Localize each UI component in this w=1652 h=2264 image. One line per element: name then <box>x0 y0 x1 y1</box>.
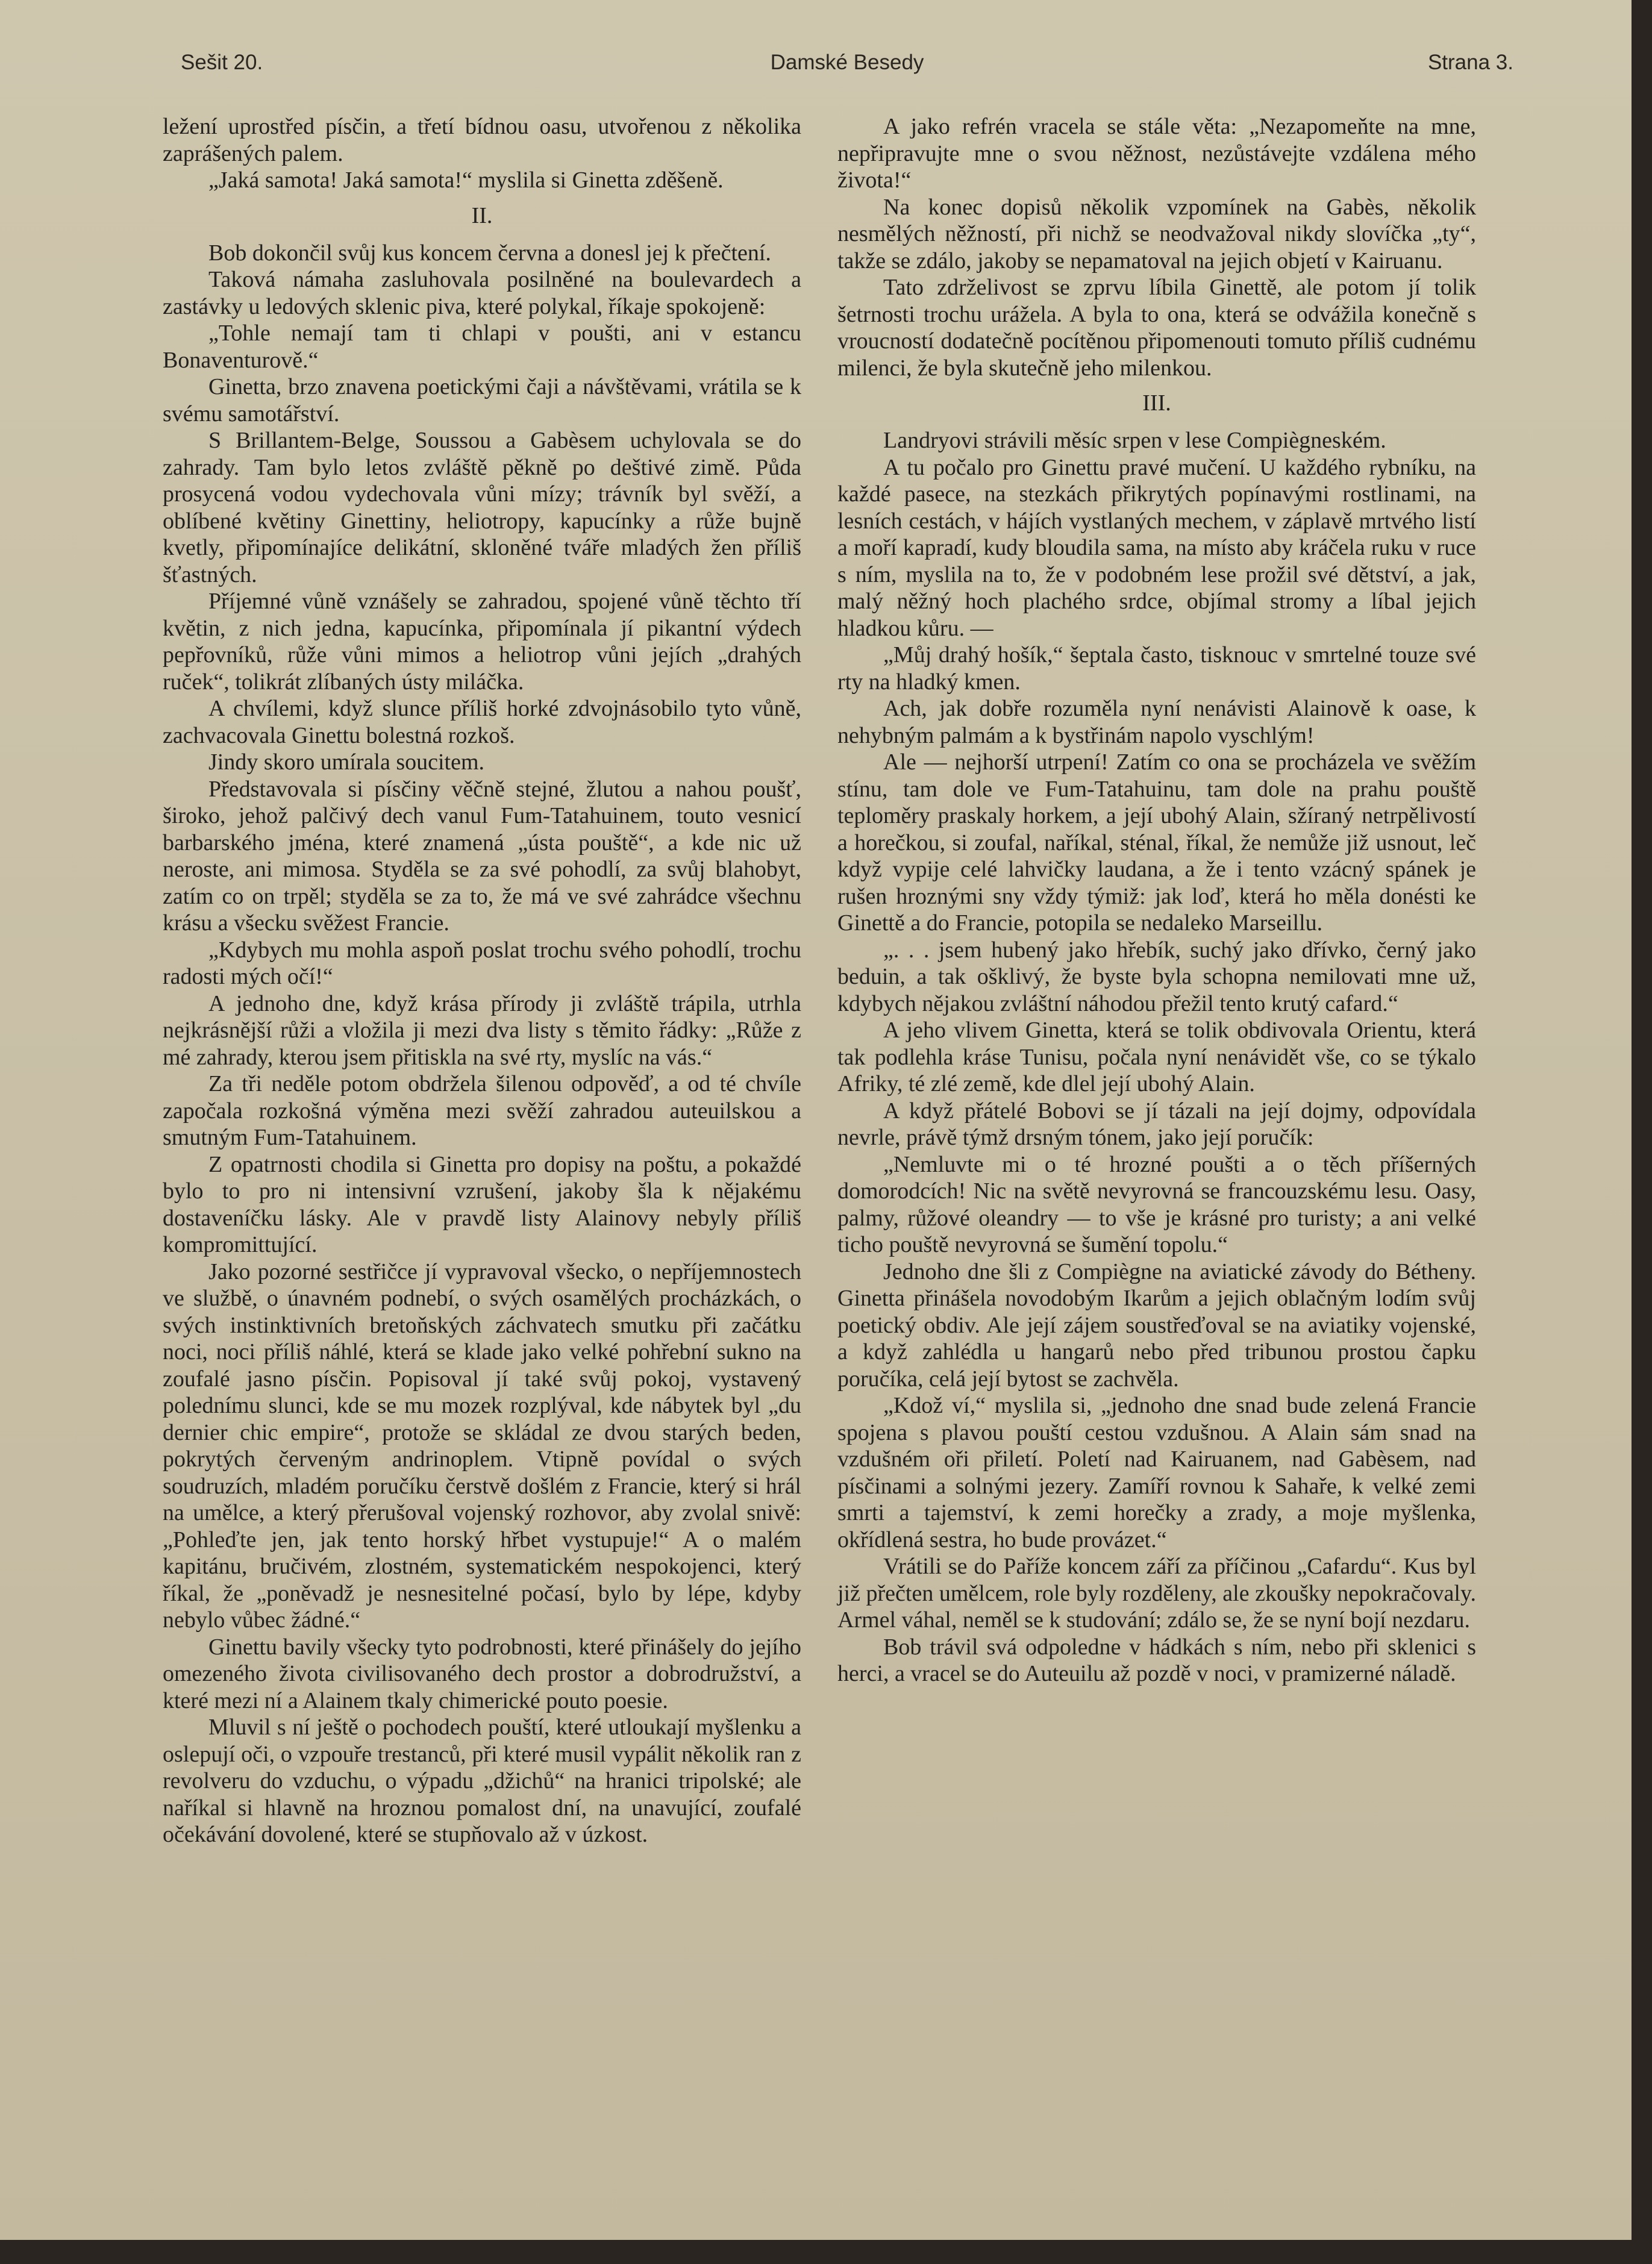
paragraph: A tu počalo pro Ginettu pravé mučení. U každého rybníku, na každé pasece, na stezkách přikrytých popínavými rostlinami, na lesních cestách, v hájích vystlaných mechem, v záplavě mrtvého listí a moří kapradí, kudy bloudila sama, na místo aby kráčela ruku v ruce s ním, myslila na to, že v podobném lese prožil své dětství, a jak, malý něžný hoch plachého srdce, objímal stromy a líbal jejich hladkou kůru. — <box>837 454 1476 641</box>
paragraph: ležení uprostřed písčin, a třetí bídnou oasu, utvořenou z několika zaprášených palem. <box>163 114 801 166</box>
issue-number: Sešit 20. <box>181 51 263 74</box>
paragraph: A jednoho dne, když krása přírody ji zvláště trápila, utrhla nejkrásnější růži a vložila ji mezi dva listy s těmito řádky: „Růže z mé zahrady, kterou jsem přitiskla na své rty, myslíc na vás.“ <box>163 990 801 1070</box>
paragraph: Jako pozorné sestřičce jí vypravoval všecko, o nepříjemnostech ve službě, o únavném podnebí, o svých osamělých procházkách, o svých instinktivních bretoňských záchvatech smutku při začátku noci, noci příliš náhlé, která se klade jako velké pohřební sukno na zoufalé jasno písčin. Popisoval jí také svůj pokoj, vystavený polednímu slunci, kde se mu mozek rozplýval, kde nábytek byl „du dernier chic empire“, protože se skládal ze dvou starých beden, pokrytých červeným andrinoplem. Vtipně povídal o svých soudruzích, mladém poručíku čerstvě došlém z Francie, který si hrál na umělce, a který přerušoval vojenský rozhovor, aby zvolal snivě: „Pohleďte jen, jak tento horský hřbet vystupuje!“ A o malém kapitánu, bručivém, zlostném, systematickém nespokojenci, který říkal, že „poněvadž je nesnesitelné počasí, bylo by lépe, kdyby nebylo vůbec žádné.“ <box>163 1259 801 1633</box>
paragraph: „Tohle nemají tam ti chlapi v poušti, ani v estancu Bonaventurově.“ <box>163 321 801 373</box>
paragraph: „Kdybych mu mohla aspoň poslat trochu svého pohodlí, trochu radosti mých očí!“ <box>163 937 801 989</box>
paragraph: A když přátelé Bobovi se jí tázali na její dojmy, odpovídala nevrle, právě týmž drsným tónem, jako její poručík: <box>837 1098 1476 1150</box>
paragraph: Příjemné vůně vznášely se zahradou, spojené vůně těchto tří květin, z nich jedna, kapucínka, připomínala jí pikantní výdech pepřovníků, růže vůni mimos a heliotrop vůni jejích „drahých ruček“, tolikrát zlíbaných ústy miláčka. <box>163 589 801 695</box>
paragraph: „Jaká samota! Jaká samota!“ myslila si Ginetta zděšeně. <box>208 167 724 193</box>
paragraph: Taková námaha zasluhovala posilněné na boulevardech a zastávky u ledových sklenic piva, které polykal, říkaje spokojeně: <box>163 267 801 319</box>
right-column <box>837 113 1476 1687</box>
paragraph: Jednoho dne šli z Compiègne na aviatické závody do Bétheny. Ginetta přinášela novodobým Ikarům a jejich oblačným lodím svůj poetický obdiv. Ale její zájem soustřeďoval se na aviatiky vojenské, a když zahlédla u hangarů nebo před tribunou prostou čapku poručíka, celá její bytost se zachvěla. <box>837 1259 1476 1392</box>
page-number: Strana 3. <box>1427 51 1513 74</box>
paragraph: Ale — nejhorší utrpení! Zatím co ona se procházela ve svěžím stínu, tam dole ve Fum-Tatahuinu, tam dole na prahu pouště teploměry praskaly horkem, a její ubohý Alain, sžíraný netrpělivostí a horečkou, si zoufal, naříkal, sténal, říkal, že nemůže již usnout, leč když vypije celé lahvičky laudana, a že i tento vzácný spánek je rušen hroznými sny vždy týmiž: jak loď, která ho měla donésti ke Ginettě a do Francie, potopila se nedaleko Marseillu. <box>837 749 1476 936</box>
magazine-title: Damské Besedy <box>770 51 924 74</box>
running-header <box>181 51 1513 81</box>
paragraph: Z opatrnosti chodila si Ginetta pro dopisy na poštu, a pokaždé bylo to pro ni intensivní vzrušení, jakoby šla k nějakému dostaveníčku lásky. Ale v pravdě listy Alainovy nebyly příliš kompromittující. <box>163 1151 801 1257</box>
paragraph: Ginetta, brzo znavena poetickými čaji a návštěvami, vrátila se k svému samotářství. <box>163 374 801 427</box>
paragraph: A jeho vlivem Ginetta, která se tolik obdivovala Orientu, která tak podlehla kráse Tunisu, počala nyní nenávidět vše, co se týkalo Afriky, té zlé země, kde dlel její ubohý Alain. <box>837 1018 1476 1096</box>
paragraph: Bob dokončil svůj kus koncem června a donesl jej k přečtení. <box>208 240 771 266</box>
paragraph: S Brillantem-Belge, Soussou a Gabèsem uchylovala se do zahrady. Tam bylo letos zvláště pěkně po deštivé zimě. Půda prosycená vodou vydechovala vůni mízy; trávník byl svěží, a oblíbené květiny Ginettiny, heliotropy, kapucínky a růže bujně kvetly, připomínajíce delikátní, skloněné tváře mladých žen příliš šťastných. <box>163 428 801 587</box>
left-column <box>163 113 801 1848</box>
paragraph: „. . . jsem hubený jako hřebík, suchý jako dřívko, černý jako beduin, a tak ošklivý, že byste byla schopna nemilovati mne už, kdybych nějakou zvláštní náhodou přežil tento krutý cafard.“ <box>837 937 1476 1016</box>
paragraph: Ginettu bavily všecky tyto podrobnosti, které přinášely do jejího omezeného života civilisovaného dech prostor a dobrodružství, a které mezi ní a Alainem tkaly chimerické pouto poesie. <box>163 1634 801 1713</box>
paragraph: A chvílemi, když slunce příliš horké zdvojnásobilo tyto vůně, zachvacovala Ginettu bolestná rozkoš. <box>163 696 801 748</box>
paragraph: A jako refrén vracela se stále věta: „Nezapomeňte na mne, nepřipravujte mne o svou něžnost, nezůstávejte vzdálena mého života!“ <box>837 114 1476 193</box>
scan-edge-right <box>1632 0 1652 2264</box>
section-heading: III. <box>1142 390 1171 416</box>
paragraph: Mluvil s ní ještě o pochodech pouští, které utloukají myšlenku a oslepují oči, o vzpouře trestanců, při které musil vypálit několik ran z revolveru do vzduchu, o výpadu „džichů“ na hranici tripolské; ale naříkal si hlavně na hroznou pomalost dní, na unavující, zoufalé očekávání dovolené, které se stupňovalo až v úzkost. <box>163 1715 801 1847</box>
paragraph: Jindy skoro umírala soucitem. <box>208 749 485 775</box>
paragraph: Landryovi strávili měsíc srpen v lese Compiègneském. <box>883 428 1386 453</box>
paragraph: „Kdož ví,“ myslila si, „jednoho dne snad bude zelená Francie spojena s plavou pouští cestou vzdušnou. A Alain sám snad na vzdušném oři přiletí. Poletí nad Kairuanem, nad Gabèsem, nad písčinami a solnými jezery. Zamíří rovnou k Sahaře, k velké zemi smrti a tajemství, k zemi horečky a zrady, a moje myšlenka, okřídlená sestra, ho bude provázet.“ <box>837 1393 1476 1553</box>
paragraph: Za tři neděle potom obdržela šilenou odpověď, a od té chvíle započala rozkošná výměna mezi svěží zahradou auteuilskou a smutným Fum-Tatahuinem. <box>163 1071 801 1150</box>
paragraph: Na konec dopisů několik vzpomínek na Gabès, několik nesmělých něžností, při nichž se neodvažoval nikdy slovíčka „ty“, takže se zdálo, jakoby se nepamatoval na jejich objetí v Kairuanu. <box>837 194 1476 274</box>
paragraph: Tato zdrželivost se zprvu líbila Ginettě, ale potom jí tolik šetrnosti trochu urážela. A byla to ona, která se odvážila konečně s vroucností dodatečně pocítěnou připomenouti tomuto příliš cudnému milenci, že byla skutečně jeho milenkou. <box>837 275 1476 381</box>
paragraph: Vrátili se do Paříže koncem září za příčinou „Cafardu“. Kus byl již přečten umělcem, role byly rozděleny, ale zkoušky nepokračovaly. Armel váhal, neměl se k studování; zdálo se, že se nyní bojí nezdaru. <box>837 1554 1476 1633</box>
paragraph: „Můj drahý hošík,“ šeptala často, tisknouc v smrtelné touze své rty na hladký kmen. <box>837 642 1476 695</box>
paragraph: „Nemluvte mi o té hrozné poušti a o těch příšerných domorodcích! Nic na světě nevyrovná se francouzskému lesu. Oasy, palmy, růžové oleandry — to vše je krásné pro turisty; a ani velké ticho pouště nevyrovná se šumění topolu.“ <box>837 1151 1476 1257</box>
scan-edge-bottom <box>0 2240 1652 2264</box>
paragraph: Představovala si písčiny věčně stejné, žlutou a nahou poušť, široko, jehož palčivý dech vanul Fum-Tatahuinem, touto vesnicí barbarského jména, které znamená „ústa pouště“, a kde nic už neroste, ani mimosa. Styděla se za své pohodlí, za svůj blahobyt, zatím co on trpěl; styděla se za to, že má ve své zahrádce všechnu krásu a všecku svěžest Francie. <box>163 776 801 936</box>
paragraph: Ach, jak dobře rozuměla nyní nenávisti Alainově k oase, k nehybným palmám a k bystřinám napolo vyschlým! <box>837 696 1476 748</box>
paragraph: Bob trávil svá odpoledne v hádkách s ním, nebo při sklenici s herci, a vracel se do Auteuilu až pozdě v noci, v pramizerné náladě. <box>837 1634 1476 1686</box>
section-heading: II. <box>471 202 493 228</box>
